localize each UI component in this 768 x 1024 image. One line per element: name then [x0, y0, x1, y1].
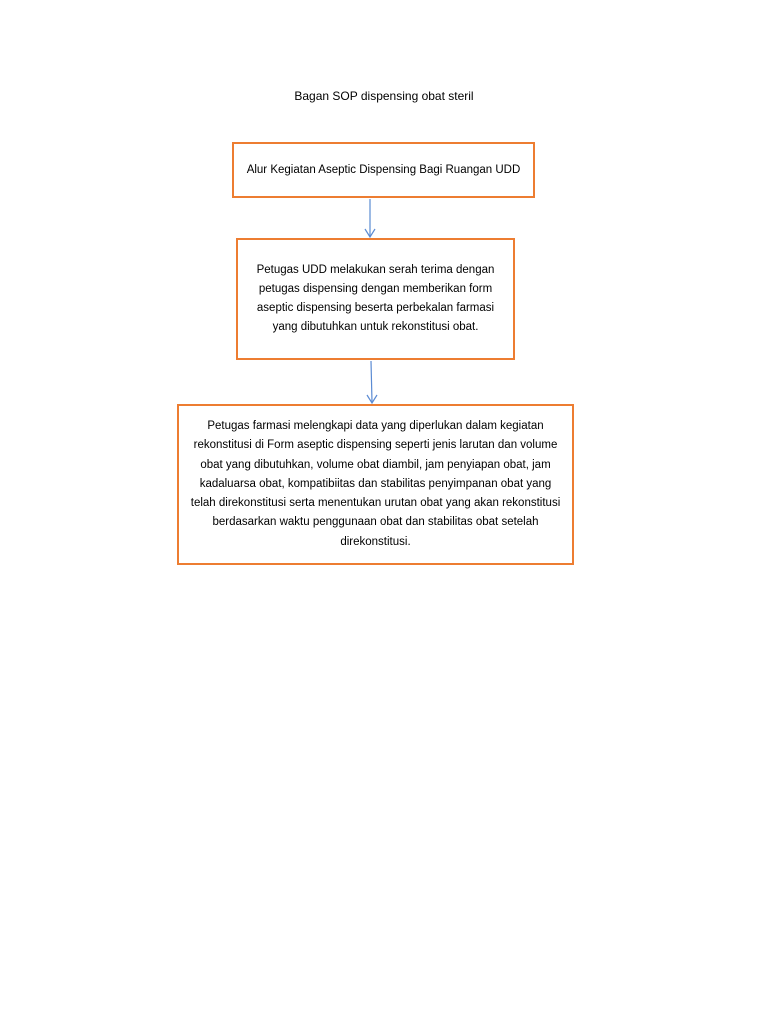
flow-step-1-box: [232, 142, 535, 198]
flow-step-1-text: Alur Kegiatan Aseptic Dispensing Bagi Ruangan UDD: [246, 164, 521, 176]
flow-step-3-text: Petugas farmasi melengkapi data yang diperlukan dalam kegiatan rekonstitusi di Form aseptic dispensing seperti jenis larutan dan volume obat yang dibutuhkan, volume obat diambil, jam penyiapan obat, jam kadaluarsa obat, kompatibiitas dan stabilitas penyimpanan obat yang telah direkonstitusi serta menentukan urutan obat yang akan rekonstitusi berdasarkan waktu penggunaan obat dan stabilitas obat setelah direkonstitusi.: [190, 420, 561, 548]
arrow-step-1-to-2: [365, 199, 375, 237]
arrow-step-2-to-3: [367, 361, 377, 403]
flow-step-2-text: Petugas UDD melakukan serah terima dengan petugas dispensing dengan memberikan form aseptic dispensing beserta perbekalan farmasi yang dibutuhkan untuk rekonstitusi obat.: [256, 264, 495, 333]
flow-step-3-box: [177, 404, 574, 565]
arrow-line-2: [371, 361, 372, 402]
page-title: Bagan SOP dispensing obat steril: [294, 89, 474, 103]
arrowhead-1-icon: [365, 229, 375, 237]
arrowhead-2-icon: [367, 395, 377, 403]
flow-step-2-box: [236, 238, 515, 360]
